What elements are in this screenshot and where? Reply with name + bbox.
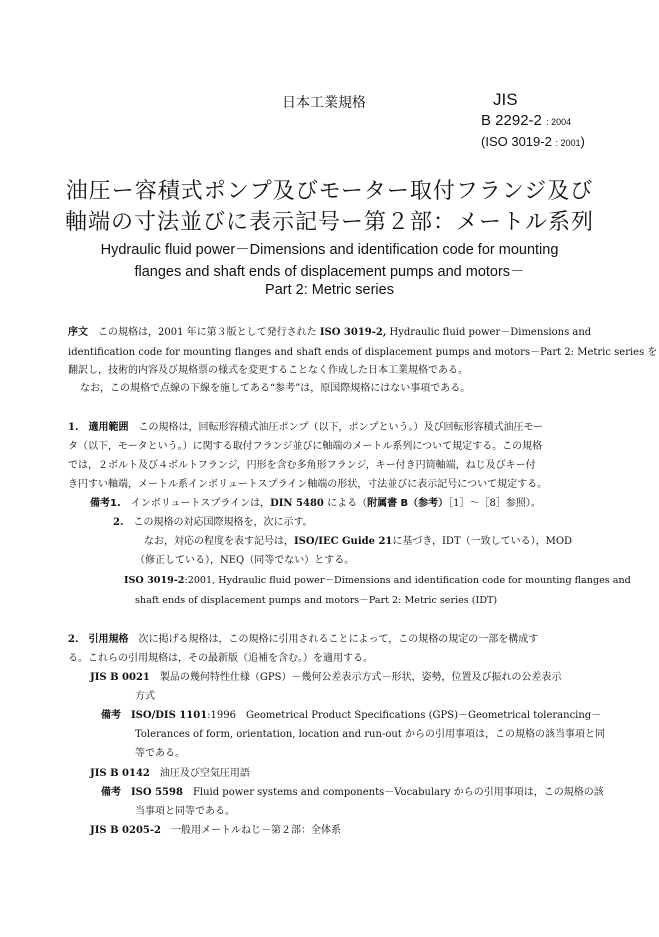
iso-close: ) [580, 134, 585, 149]
standard-type-title: 日本工業規格 [282, 95, 366, 111]
jis-label: JIS [493, 90, 518, 109]
note2-text: この規格の対応国際規格を，次に示す。 [133, 517, 313, 528]
ref-jis-b0142 [90, 765, 250, 783]
code-year: : 2004 [546, 117, 572, 127]
title-ja-line2: 軸端の寸法並びに表示記号ー第２部：メートル系列 [64, 210, 594, 235]
note1-text: インボリュートスプラインは， [130, 498, 271, 509]
iso-correspondence-line2: shaft ends of displacement pumps and motors－Part 2: Metric series (IDT) [135, 595, 498, 606]
preface-line4: なお，この規格で点線の下線を施してある“参考”は，原国際規格にはない事項である。 [80, 383, 471, 394]
preface-line2: identification code for mounting flanges and shaft ends of displacement pumps and motors－Part 2: Metric series を [68, 347, 658, 358]
section2-heading: 引用規格 [88, 634, 129, 645]
ref-text: 一般用メートルねじ－第２部：全体系 [171, 825, 341, 836]
note1-text-c: による（ [327, 498, 368, 509]
preface-text: この規格は，2001 年に第３版として発行された [98, 327, 317, 338]
note2-sub-a: なお，対応の程度を表す記号は， [144, 536, 294, 547]
title-en-line2: flanges and shaft ends of displacement pumps and motors－ [134, 264, 525, 280]
note-a-text: :1996 Geometrical Product Specifications (GPS)－Geometrical tolerancing－ [207, 710, 602, 721]
ref-note-b-line1 [101, 784, 604, 802]
section1-line1 [68, 419, 543, 437]
iso-correspondence-line1 [124, 572, 631, 590]
note2-guide: ISO/IEC Guide 21 [294, 536, 393, 547]
section2-text: 次に掲げる規格は，この規格に引用されることによって，この規格の規定の一部を構成す [138, 634, 539, 645]
section1-line4: き円すい軸端，メートル系インボリュートスプライン軸端の形状，寸法並びに表示記号について規定する。 [68, 479, 548, 490]
section2-line2: る。これらの引用規格は，その最新版（追補を含む。）を適用する。 [68, 653, 373, 664]
preface-line3: 翻訳し，技術的内容及び規格票の様式を変更することなく作成した日本工業規格である。 [68, 365, 468, 376]
note-a-label: 備考 [101, 710, 121, 721]
preface-heading: 序文 [68, 327, 88, 338]
ref-text: 製品の幾何特性仕様（GPS）－幾何公差表示方式－形状，姿勢，位置及び振れの公差表示 [159, 672, 562, 683]
note2-sub-c: に基づき，IDT（一致している），MOD [392, 536, 573, 547]
note1-annex: 附属書 B（参考） [367, 498, 449, 509]
note2-label: 2. [113, 517, 124, 528]
note-b-text: Fluid power systems and components－Vocabulary からの引用事項は，この規格の該 [192, 787, 604, 798]
iso-corr-code: ISO 3019-2 [124, 575, 185, 586]
section2-number: 2. [68, 634, 79, 645]
section1-line3: では，２ボルト及び４ボルトフランジ，円形を含む多角形フランジ，キー付き円筒軸端，ねじ及びキー付 [68, 460, 536, 471]
section1-text: この規格は，回転形容積式油圧ポンプ（以下，ポンプという。）及び回転形容積式油圧モー [138, 422, 544, 433]
section1-number: 1. [68, 422, 79, 433]
note-a-code: ISO/DIS 1101 [131, 710, 208, 721]
code-number: B 2292-2 [481, 112, 542, 129]
ref-jis-b0021-cont: 方式 [135, 691, 155, 702]
preface-line1 [68, 324, 591, 342]
ref-code: JIS B 0205-2 [90, 825, 161, 836]
note1-text-e: ［1］～［8］参照）。 [448, 498, 541, 509]
ref-note-b-line2: 当事項と同等である。 [135, 806, 235, 817]
iso-corr-text: :2001, Hydraulic fluid power－Dimensions and identification code for mounting flanges and [184, 575, 631, 586]
section2-line1 [68, 631, 538, 649]
note-b-code: ISO 5598 [131, 787, 183, 798]
section1-heading: 適用範囲 [88, 422, 129, 433]
title-ja-line1: 油圧ー容積式ポンプ及びモーター取付フランジ及び [65, 179, 594, 204]
ref-jis-b0205-2 [90, 822, 341, 840]
standard-code [481, 112, 571, 129]
section1-line2: タ（以下，モータという。）に関する取付フランジ並びに軸端のメートル系列について規定する。この規格 [68, 441, 543, 452]
section1-note2 [113, 514, 313, 532]
section1-note1 [90, 495, 541, 513]
section1-note2-sub [144, 533, 572, 551]
ref-note-a-line3: 等である。 [135, 748, 185, 759]
note1-din: DIN 5480 [270, 498, 324, 509]
preface-iso: ISO 3019-2, [319, 327, 387, 338]
note1-label: 備考1. [90, 498, 121, 509]
section1-note2-sub2: （修正している），NEQ（同等でない）とする。 [135, 555, 355, 566]
ref-note-a-line2: Tolerances of form, orientation, location and run-out からの引用事項は，この規格の該当事項と同 [135, 729, 605, 740]
preface-text-b: Hydraulic fluid power－Dimensions and [389, 327, 592, 338]
iso-reference [481, 134, 585, 149]
ref-text: 油圧及び空気圧用語 [159, 768, 250, 779]
note-b-label: 備考 [101, 787, 121, 798]
iso-number: (ISO 3019-2 [481, 134, 552, 149]
title-en-line1: Hydraulic fluid power－Dimensions and identification code for mounting [100, 242, 559, 258]
ref-jis-b0021 [90, 669, 561, 687]
ref-code: JIS B 0142 [90, 768, 150, 779]
title-en-line3: Part 2: Metric series [265, 282, 394, 298]
ref-code: JIS B 0021 [90, 672, 150, 683]
iso-year: : 2001 [555, 138, 581, 148]
ref-note-a-line1 [101, 707, 601, 725]
